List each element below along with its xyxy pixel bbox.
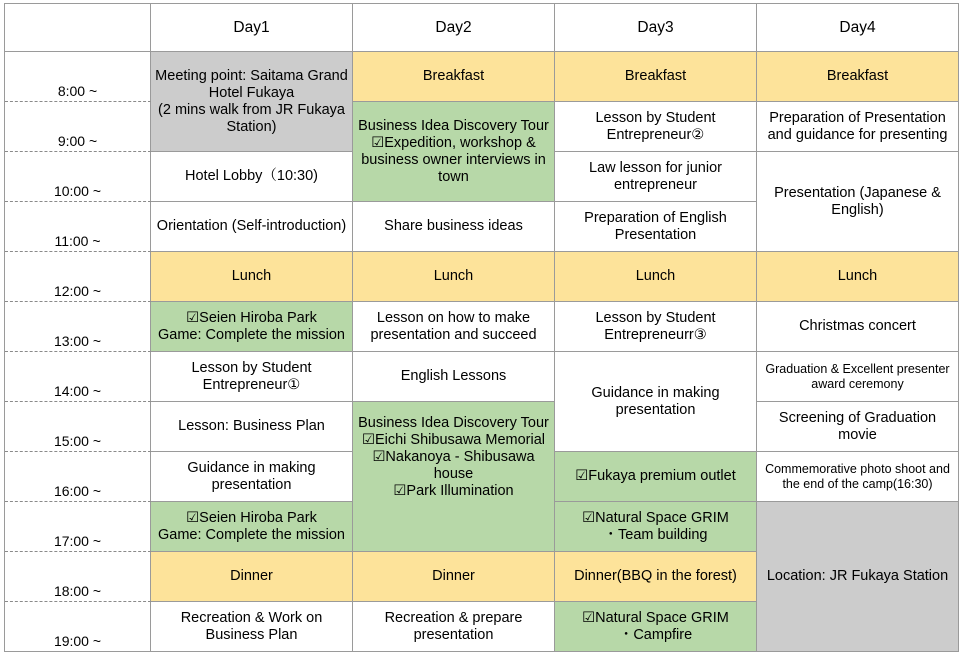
- header-day3: Day3: [555, 4, 757, 52]
- day4-lunch: Lunch: [757, 252, 959, 302]
- time-slot: 11:00 ~: [5, 202, 151, 252]
- time-slot: 8:00 ~: [5, 52, 151, 102]
- day2-recreation: Recreation & prepare presentation: [353, 602, 555, 652]
- day1-orientation: Orientation (Self-introduction): [151, 202, 353, 252]
- day4-photo-shoot: Commemorative photo shoot and the end of the camp(16:30): [757, 452, 959, 502]
- day3-law-lesson: Law lesson for junior entrepreneur: [555, 152, 757, 202]
- day2-presentation-lesson: Lesson on how to make presentation and succeed: [353, 302, 555, 352]
- time-slot: 12:00 ~: [5, 252, 151, 302]
- time-slot: 16:00 ~: [5, 452, 151, 502]
- day3-dinner-bbq: Dinner(BBQ in the forest): [555, 552, 757, 602]
- time-slot: 14:00 ~: [5, 352, 151, 402]
- day2-breakfast: Breakfast: [353, 52, 555, 102]
- day2-lunch: Lunch: [353, 252, 555, 302]
- header-day2: Day2: [353, 4, 555, 52]
- time-slot: 15:00 ~: [5, 402, 151, 452]
- time-slot: 17:00 ~: [5, 502, 151, 552]
- day2-discovery-tour-1: Business Idea Discovery Tour ☑Expedition, workshop & business owner interviews in town: [353, 102, 555, 202]
- day2-discovery-tour-2: Business Idea Discovery Tour ☑Eichi Shibusawa Memorial ☑Nakanoya - Shibusawa house ☑Park Illumination: [353, 402, 555, 552]
- day1-park-game-1: ☑Seien Hiroba Park Game: Complete the mission: [151, 302, 353, 352]
- day3-campfire: ☑Natural Space GRIM ・Campfire: [555, 602, 757, 652]
- time-slot: 19:00 ~: [5, 602, 151, 652]
- day4-breakfast: Breakfast: [757, 52, 959, 102]
- day1-dinner: Dinner: [151, 552, 353, 602]
- day1-park-game-2: ☑Seien Hiroba Park Game: Complete the mission: [151, 502, 353, 552]
- time-slot: 9:00 ~: [5, 102, 151, 152]
- time-slot: 13:00 ~: [5, 302, 151, 352]
- time-slot: 18:00 ~: [5, 552, 151, 602]
- day3-breakfast: Breakfast: [555, 52, 757, 102]
- day1-business-plan: Lesson: Business Plan: [151, 402, 353, 452]
- day3-english-prep: Preparation of English Presentation: [555, 202, 757, 252]
- day4-presentation-prep: Preparation of Presentation and guidance for presenting: [757, 102, 959, 152]
- day3-student-lesson-3: Lesson by Student Entrepreneurr③: [555, 302, 757, 352]
- day4-graduation-ceremony: Graduation & Excellent presenter award ceremony: [757, 352, 959, 402]
- day4-location: Location: JR Fukaya Station: [757, 502, 959, 652]
- header-day4: Day4: [757, 4, 959, 52]
- header-corner: [5, 4, 151, 52]
- day1-lunch: Lunch: [151, 252, 353, 302]
- day1-hotel-lobby: Hotel Lobby（10:30): [151, 152, 353, 202]
- time-slot: 10:00 ~: [5, 152, 151, 202]
- schedule-table: [4, 3, 959, 652]
- header-day1: Day1: [151, 4, 353, 52]
- day3-lunch: Lunch: [555, 252, 757, 302]
- day3-student-lesson: Lesson by Student Entrepreneur②: [555, 102, 757, 152]
- day1-recreation: Recreation & Work on Business Plan: [151, 602, 353, 652]
- day2-dinner: Dinner: [353, 552, 555, 602]
- day2-share-ideas: Share business ideas: [353, 202, 555, 252]
- day2-english-lessons: English Lessons: [353, 352, 555, 402]
- day1-guidance: Guidance in making presentation: [151, 452, 353, 502]
- day4-presentation: Presentation (Japanese & English): [757, 152, 959, 252]
- day4-graduation-movie: Screening of Graduation movie: [757, 402, 959, 452]
- day1-student-lesson: Lesson by Student Entrepreneur①: [151, 352, 353, 402]
- day4-christmas-concert: Christmas concert: [757, 302, 959, 352]
- day3-guidance: Guidance in making presentation: [555, 352, 757, 452]
- day1-meeting-point: Meeting point: Saitama Grand Hotel Fukaya (2 mins walk from JR Fukaya Station): [151, 52, 353, 152]
- day3-team-building: ☑Natural Space GRIM ・Team building: [555, 502, 757, 552]
- day3-premium-outlet: ☑Fukaya premium outlet: [555, 452, 757, 502]
